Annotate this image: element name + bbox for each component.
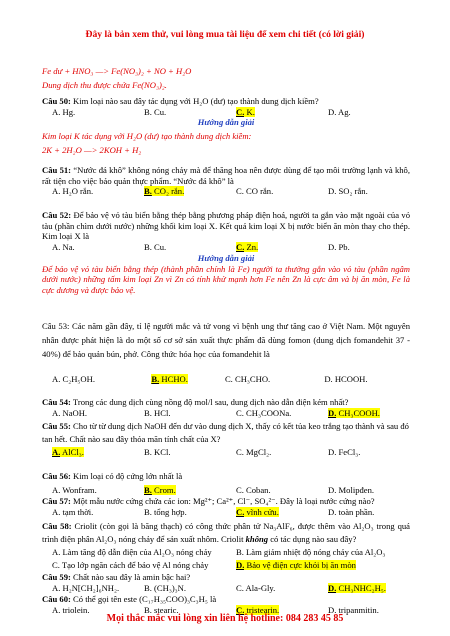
option-a[interactable]: A. triolein. bbox=[52, 604, 90, 615]
answer-text: vĩnh cửu. bbox=[244, 506, 279, 517]
question-number: Câu 56: bbox=[42, 471, 71, 481]
preview-banner: Đây là bản xem thử, vui lòng mua tài liệu để xem chi tiết (có lời giải) bbox=[85, 29, 365, 40]
answer-text: CH₃COOH. bbox=[336, 407, 380, 418]
option-a[interactable]: A. C₂H₅OH. bbox=[52, 374, 95, 384]
answer-text: AlCl₃. bbox=[60, 446, 84, 457]
option-a[interactable]: A. H₂O rắn. bbox=[52, 186, 94, 197]
options bbox=[42, 186, 410, 197]
options bbox=[42, 374, 410, 385]
option-d[interactable]: D. Molipđen. bbox=[328, 484, 375, 495]
option-b[interactable]: B. Cu. bbox=[144, 106, 167, 117]
option-a-answer[interactable] bbox=[42, 446, 144, 459]
options bbox=[42, 583, 410, 594]
option-a[interactable]: A. Wonfram. bbox=[52, 484, 97, 495]
answer-label: C. bbox=[236, 242, 245, 253]
answer-label: C. bbox=[236, 106, 245, 117]
answer-label: C. bbox=[236, 506, 245, 517]
option-c-answer[interactable] bbox=[236, 242, 328, 253]
intro-equation: Fe dư + HNO₃ —> Fe(NO₃)₂ + NO + H₂O bbox=[42, 66, 192, 76]
option-a[interactable]: A. tạm thời. bbox=[52, 506, 94, 517]
answer-label: D. bbox=[236, 559, 245, 570]
answer-label: C. bbox=[236, 604, 245, 615]
question-stem: Kim loại nào sau đây tác dụng với H₂O (dư) tạo thành dung dịch kiềm? bbox=[70, 96, 319, 106]
question-54 bbox=[42, 397, 410, 418]
question-stem: Chất nào sau đây là amin bậc hai? bbox=[70, 572, 191, 582]
answer-text: K. bbox=[244, 106, 255, 117]
question-number: Câu 50: bbox=[42, 96, 71, 106]
answer-label: B. bbox=[144, 484, 152, 495]
option-c[interactable]: C. CH₃COONa. bbox=[236, 407, 292, 418]
option-c[interactable]: C. Ala-Gly. bbox=[236, 582, 276, 593]
question-number: Câu 51: bbox=[42, 165, 72, 175]
option-a[interactable]: A. NaOH. bbox=[52, 407, 88, 418]
answer-text: CH₃NHC₂H₅. bbox=[336, 582, 386, 593]
option-c[interactable]: C. CO rắn. bbox=[236, 186, 274, 197]
options-row-2 bbox=[42, 559, 410, 572]
option-d[interactable]: D. HCOOH. bbox=[324, 374, 368, 384]
question-number: Câu 54: bbox=[42, 397, 71, 407]
question-59 bbox=[42, 572, 410, 593]
options bbox=[42, 546, 410, 559]
answer-label: A. bbox=[52, 446, 61, 457]
option-d-answer[interactable] bbox=[328, 408, 420, 419]
answer-label: D. bbox=[328, 407, 337, 418]
question-50 bbox=[42, 96, 410, 156]
answer-text: Crom. bbox=[151, 484, 176, 495]
answer-text: Bảo vệ điện cực khỏi bị ăn mòn bbox=[244, 559, 356, 570]
option-a[interactable]: A. Hg. bbox=[52, 106, 76, 117]
answer-label: B. bbox=[144, 186, 152, 197]
question-stem-end: có tác dụng nào sau đây? bbox=[268, 533, 357, 544]
option-b[interactable]: B. stearic. bbox=[144, 604, 179, 615]
option-c[interactable]: C. MgCl₂. bbox=[236, 446, 272, 457]
option-b-answer[interactable] bbox=[151, 374, 225, 385]
question-number: Câu 58: bbox=[42, 521, 72, 531]
question-stem: Criolit (còn gọi là băng thạch) có công thức phân tử Na₃AlF₆, được thêm vào Al₂O₃ trong quá trình điện phân Al₂O₃ nóng chảy để sản xuất nhôm. Criolit bbox=[42, 521, 410, 544]
solution-text: Kim loại K tác dụng với H₂O (dư) tạo thành dung dịch kiềm: bbox=[42, 131, 252, 142]
question-58 bbox=[42, 520, 410, 572]
option-a[interactable]: A. Làm tăng độ dẫn điện của Al₂O₃ nóng chảy bbox=[52, 546, 212, 557]
option-b[interactable]: B. Làm giảm nhiệt độ nóng chảy của Al₂O₃ bbox=[236, 546, 386, 557]
answer-text: HCHO. bbox=[159, 374, 188, 384]
option-b[interactable]: B. tổng hợp. bbox=[144, 506, 187, 517]
options bbox=[42, 242, 410, 253]
question-stem: Để bảo vệ vỏ tàu biển bằng thép bằng phương pháp điện hoá, người ta gắn vào mặt ngoài của vỏ tàu (phần chìm dưới nước) những khối kim loại X. Kết quả kim loại X bị nước biển ăn mòn thay cho thép. Kim loại X là bbox=[42, 210, 410, 242]
option-c-answer[interactable] bbox=[236, 507, 328, 518]
question-51 bbox=[42, 165, 410, 197]
question-number: Câu 57: bbox=[42, 496, 71, 506]
options bbox=[42, 507, 410, 518]
question-stem: Trong các dung dịch cùng nồng độ mol/l sau, dung dịch nào dẫn điện kém nhất? bbox=[70, 397, 349, 407]
question-stem: Các năm gần đây, tỉ lệ người mắc và tử vong vì bệnh ung thư tăng cao ở Việt Nam. Một nguyên nhân được phát hiện là do một số cơ sở sản xuất thực phẩm đã dùng fomon (dung dịch fomandehit 37 - 40%) để bảo quản bún, phở. Công thức hóa học của fomandehit là bbox=[42, 321, 410, 359]
intro-result: Dung dịch thu được chứa Fe(NO₃)₂. bbox=[42, 79, 167, 90]
solution-equation: 2K + 2H₂O —> 2KOH + H₂ bbox=[42, 144, 142, 155]
answer-text: CO₂ rắn. bbox=[151, 186, 185, 197]
answer-text: Zn. bbox=[244, 242, 259, 253]
option-b[interactable]: B. HCl. bbox=[144, 407, 171, 418]
question-emphasis: không bbox=[245, 533, 269, 544]
question-55 bbox=[42, 420, 410, 459]
options bbox=[42, 408, 410, 419]
answer-text: tristearin. bbox=[244, 604, 280, 615]
option-d[interactable]: D. Pb. bbox=[328, 242, 350, 253]
question-stem: Một mẫu nước cứng chứa các ion: Mg²⁺; Ca²⁺, Cl⁻, SO₄²⁻. Đây là loại nước cứng nào? bbox=[70, 496, 375, 506]
option-d-answer[interactable] bbox=[328, 583, 420, 594]
question-stem: Kim loại có độ cứng lớn nhất là bbox=[70, 471, 183, 481]
question-52 bbox=[42, 210, 410, 296]
solution-heading: Hướng dẫn giải bbox=[197, 252, 255, 263]
option-d[interactable]: D. FeCl₃. bbox=[328, 446, 361, 457]
hotline-banner: Mọi thắc mắc vui lòng xin liên hệ hotline: 084 283 45 85 bbox=[106, 613, 344, 624]
option-a[interactable]: A. H₂N[CH₂]₆NH₂. bbox=[52, 582, 120, 593]
solution-text: Để bảo vệ vỏ tàu biển bằng thép (thành phần chính là Fe) người ta thường gắn vào vỏ tàu (phần ngâm dưới nước) những tấm kim loại Zn vì Zn có tính khử mạnh hơn Fe nên Zn là cực âm và bị ăn mòn, Fe là cực dương và được bảo vệ. bbox=[42, 263, 410, 296]
options bbox=[42, 485, 410, 496]
question-57 bbox=[42, 496, 410, 517]
question-56 bbox=[42, 471, 410, 495]
options bbox=[42, 107, 410, 118]
option-b-answer[interactable] bbox=[144, 186, 236, 197]
option-d[interactable]: D. Ag. bbox=[328, 106, 351, 117]
option-d[interactable]: D. toàn phần. bbox=[328, 506, 375, 517]
question-53 bbox=[42, 320, 410, 362]
question-number: Câu 52: bbox=[42, 210, 72, 220]
question-stem: Có thể gọi tên este (C₁₇H₃₅COO)₃C₃H₅ là bbox=[70, 594, 217, 604]
options bbox=[42, 446, 410, 459]
option-c-answer[interactable] bbox=[236, 107, 328, 118]
option-c[interactable]: C. Coban. bbox=[236, 484, 271, 495]
question-number: Câu 60: bbox=[42, 594, 71, 604]
question-stem: Cho từ từ dung dịch NaOH đến dư vào dung dịch X, thấy có kết tủa keo trắng tạo thành và sau đó tan hết. Chất nào sau đây thỏa mãn tính chất của X? bbox=[42, 421, 409, 444]
solution-heading: Hướng dẫn giải bbox=[197, 117, 255, 128]
option-b-answer[interactable] bbox=[144, 485, 236, 496]
option-c[interactable]: C. Tạo lớp ngăn cách để bảo vệ Al nóng chảy bbox=[52, 559, 209, 570]
option-b[interactable]: B. KCl. bbox=[144, 446, 171, 457]
answer-label: B. bbox=[151, 374, 160, 384]
option-b[interactable]: B. Cu. bbox=[144, 242, 167, 253]
question-number: Câu 55: bbox=[42, 421, 71, 431]
option-b[interactable]: B. (CH₃)₃N. bbox=[144, 582, 187, 593]
question-number: Câu 53: bbox=[42, 321, 70, 331]
answer-label: D. bbox=[328, 582, 337, 593]
option-c[interactable]: C. CH₃CHO. bbox=[224, 374, 271, 384]
question-stem: “Nước đá khô” không nóng chảy mà để thăng hoa nên được dùng để tạo môi trường lạnh và khô, rất tiện cho việc bảo quản thực phẩm. “Nước đá khô” là bbox=[42, 165, 410, 186]
option-a[interactable]: A. Na. bbox=[52, 242, 75, 253]
option-d[interactable]: D. tripanmitin. bbox=[328, 604, 379, 615]
question-53-options bbox=[42, 374, 410, 385]
option-d[interactable]: D. SO₂ rắn. bbox=[328, 186, 368, 197]
intro-solution bbox=[42, 66, 410, 90]
option-d-answer[interactable] bbox=[236, 559, 420, 572]
question-number: Câu 59: bbox=[42, 572, 71, 582]
